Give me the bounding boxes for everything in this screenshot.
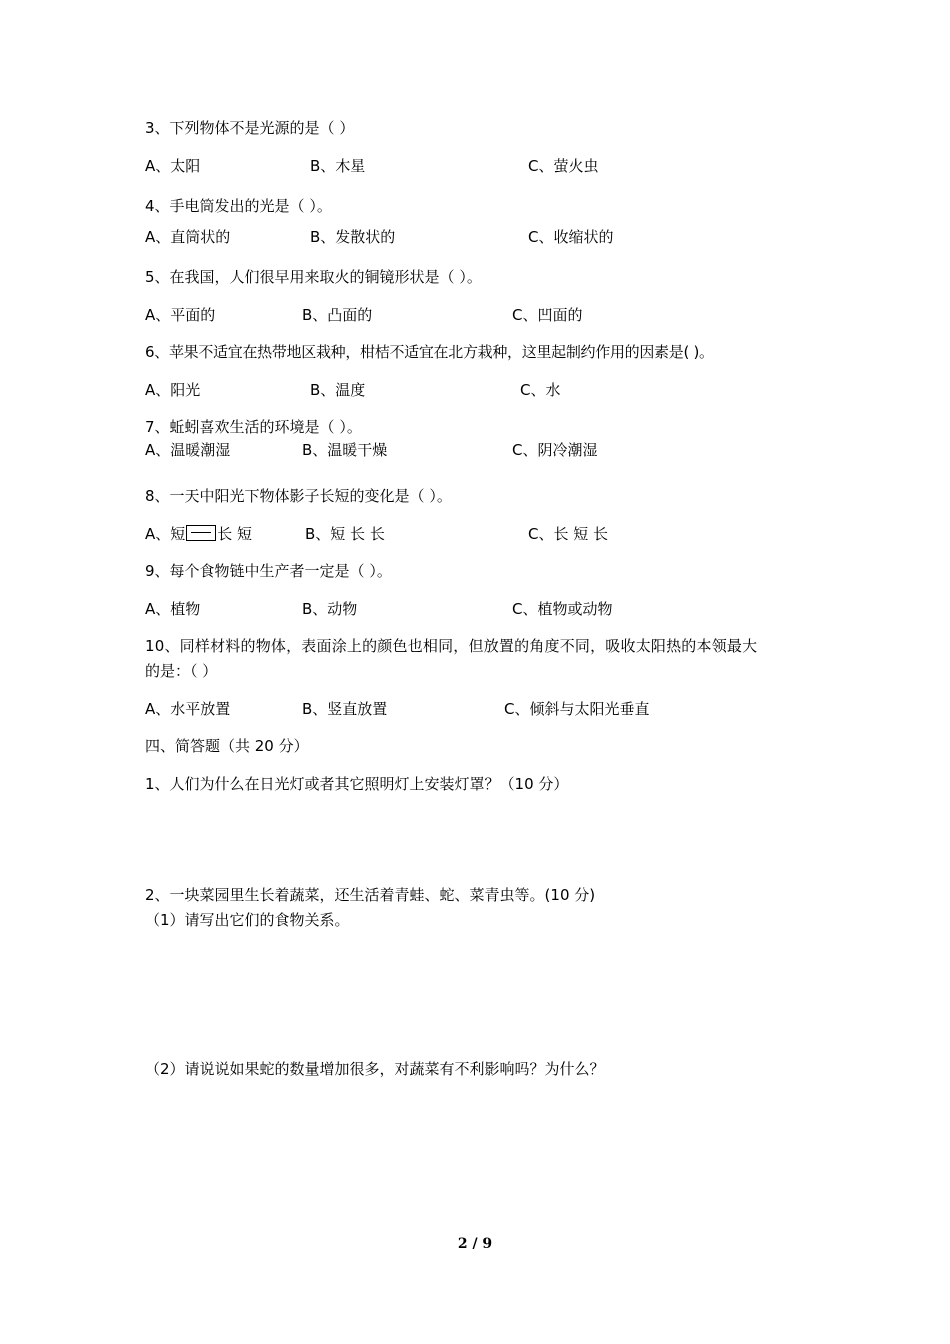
q7-option-b: B、温暖干燥 bbox=[302, 441, 388, 459]
page-number: 2 / 9 bbox=[457, 1236, 493, 1252]
q9-option-c: C、植物或动物 bbox=[512, 600, 613, 618]
question-9: 9、每个食物链中生产者一定是（ ）。 bbox=[145, 562, 392, 580]
q10-option-a: A、水平放置 bbox=[145, 700, 231, 718]
q9-option-a: A、植物 bbox=[145, 600, 201, 618]
short-answer-1: 1、人们为什么在日光灯或者其它照明灯上安装灯罩？（10 分） bbox=[145, 775, 569, 793]
q8-option-a bbox=[145, 525, 252, 543]
q4-option-a: A、直筒状的 bbox=[145, 228, 231, 246]
q3-option-b: B、木星 bbox=[310, 157, 366, 175]
question-10: 10、同样材料的物体，表面涂上的颜色也相同，但放置的角度不同，吸收太阳热的本领最大 bbox=[145, 637, 758, 655]
q8-option-a-start: A、短 bbox=[145, 525, 186, 543]
q5-option-a: A、平面的 bbox=[145, 306, 216, 324]
short-answer-2-part-1: （1）请写出它们的食物关系。 bbox=[145, 911, 350, 929]
q9-option-b: B、动物 bbox=[302, 600, 358, 618]
q3-option-a: A、太阳 bbox=[145, 157, 201, 175]
q6-option-c: C、水 bbox=[520, 381, 561, 399]
q6-option-a: A、阳光 bbox=[145, 381, 201, 399]
arrow-box-icon bbox=[186, 525, 216, 541]
q5-option-c: C、凹面的 bbox=[512, 306, 583, 324]
question-4: 4、手电筒发出的光是（ ）。 bbox=[145, 197, 332, 215]
short-answer-2: 2、一块菜园里生长着蔬菜，还生活着青蛙、蛇、菜青虫等。(10 分) bbox=[145, 886, 596, 904]
q7-option-c: C、阴冷潮湿 bbox=[512, 441, 598, 459]
section-4-title: 四、简答题（共 20 分） bbox=[145, 737, 309, 755]
question-6: 6、苹果不适宜在热带地区栽种，柑桔不适宜在北方栽种，这里起制约作用的因素是( )。 bbox=[145, 343, 714, 361]
question-7: 7、蚯蚓喜欢生活的环境是（ ）。 bbox=[145, 418, 362, 436]
q7-option-a: A、温暖潮湿 bbox=[145, 441, 231, 459]
question-3: 3、下列物体不是光源的是（ ） bbox=[145, 119, 355, 137]
question-8: 8、一天中阳光下物体影子长短的变化是（ ）。 bbox=[145, 487, 452, 505]
q3-option-c: C、萤火虫 bbox=[528, 157, 599, 175]
q8-option-c: C、长 短 长 bbox=[528, 525, 609, 543]
q4-option-c: C、收缩状的 bbox=[528, 228, 614, 246]
q8-option-a-end: 长 短 bbox=[217, 525, 253, 543]
short-answer-2-part-2: （2）请说说如果蛇的数量增加很多，对蔬菜有不利影响吗？为什么？ bbox=[145, 1060, 605, 1078]
q6-option-b: B、温度 bbox=[310, 381, 366, 399]
q4-option-b: B、发散状的 bbox=[310, 228, 396, 246]
q10-option-b: B、竖直放置 bbox=[302, 700, 388, 718]
q8-option-b: B、短 长 长 bbox=[305, 525, 385, 543]
q5-option-b: B、凸面的 bbox=[302, 306, 373, 324]
q10-option-c: C、倾斜与太阳光垂直 bbox=[504, 700, 650, 718]
question-10-cont: 的是：（ ） bbox=[145, 662, 218, 680]
question-5: 5、在我国，人们很早用来取火的铜镜形状是（ ）。 bbox=[145, 268, 482, 286]
